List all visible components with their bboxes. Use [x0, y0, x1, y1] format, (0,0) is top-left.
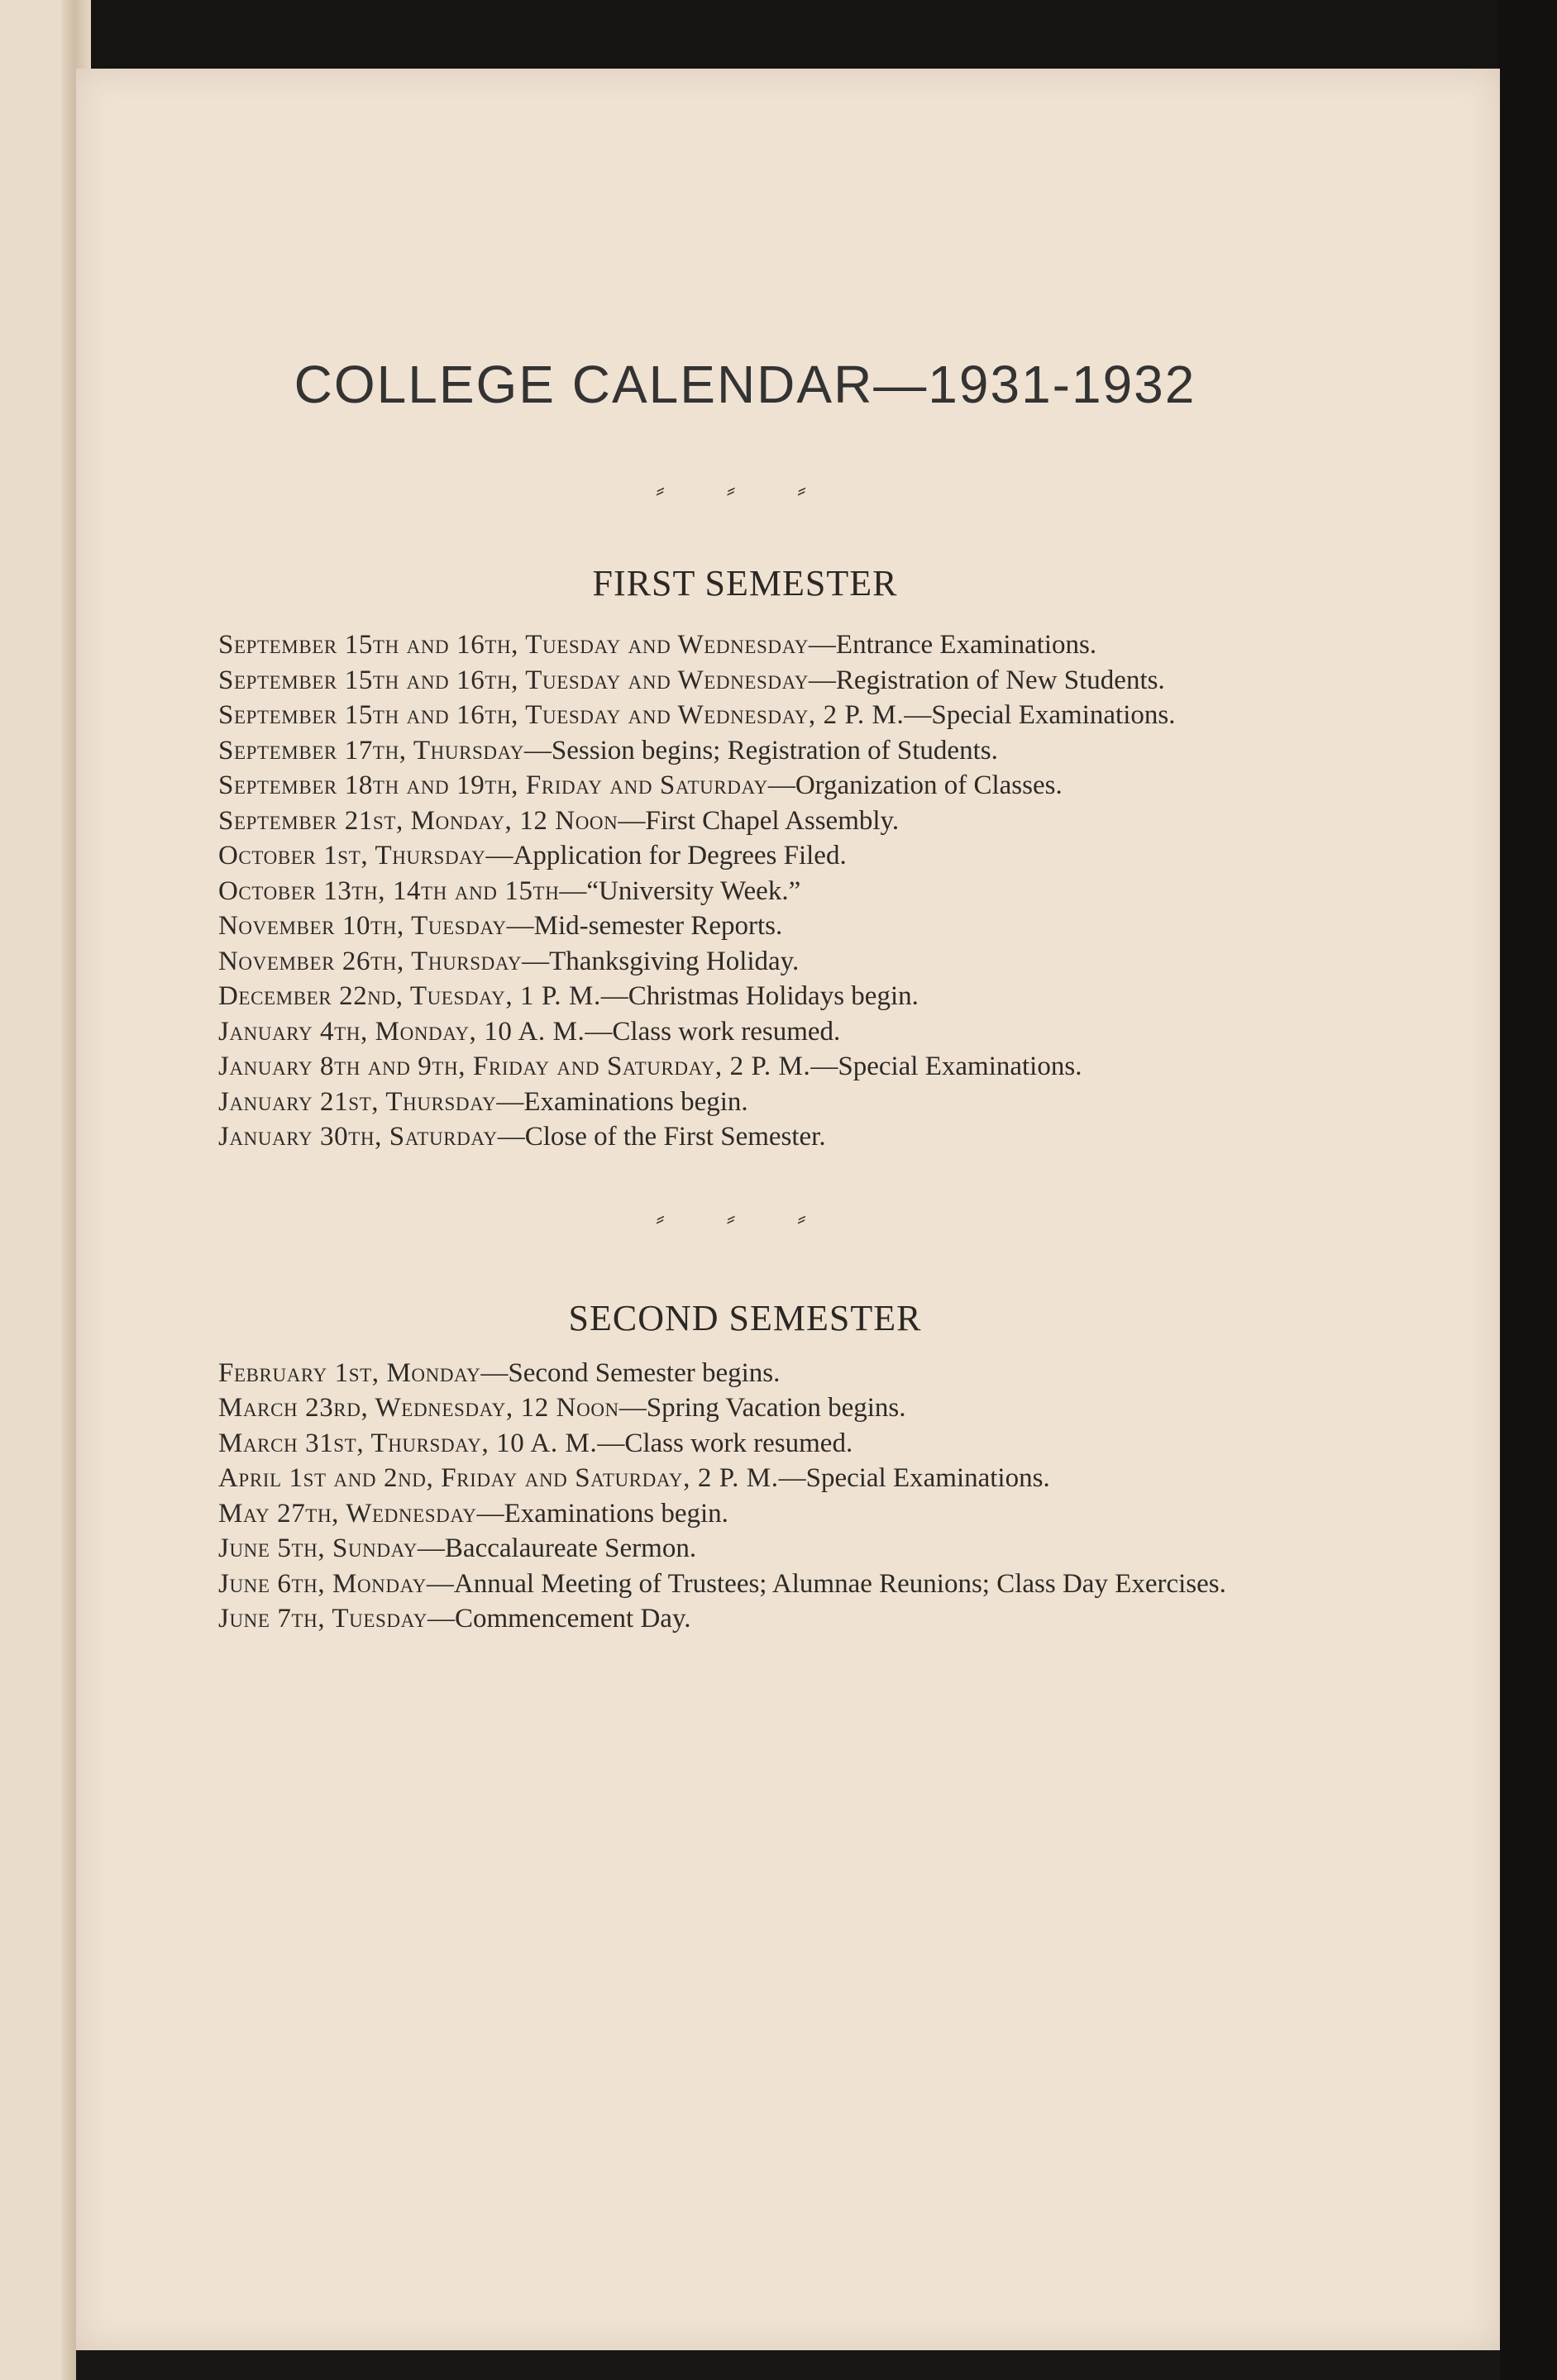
calendar-entry — [218, 698, 1232, 733]
entry-event: —Session begins; Registration of Students. — [523, 735, 998, 766]
calendar-entry — [218, 1531, 1232, 1567]
second-semester-heading: SECOND SEMESTER — [568, 1297, 922, 1338]
entry-event: —Special Examinations. — [778, 1463, 1050, 1494]
calendar-entry — [218, 663, 1232, 699]
entry-event: —Special Examinations. — [810, 1052, 1082, 1082]
entry-event: —Organization of Classes. — [767, 770, 1063, 801]
entry-date: November 26th, Thursday — [218, 946, 523, 976]
ornament-divider: ⸗ ⸗ ⸗ — [656, 1204, 834, 1232]
entry-event: —Examinations begin. — [496, 1086, 748, 1117]
entry-date: January 21st, Thursday — [218, 1086, 497, 1117]
entry-date: March 31st, Thursday, 10 A. M. — [218, 1428, 598, 1458]
entry-date: October 13th, 14th and 15th — [218, 875, 560, 906]
entry-event: —Commencement Day. — [427, 1604, 691, 1634]
entry-date: October 1st, Thursday — [218, 841, 486, 871]
entry-event: —Class work resumed. — [585, 1016, 841, 1047]
calendar-entry — [218, 1390, 1232, 1426]
entry-event: —Class work resumed. — [597, 1428, 853, 1458]
entry-event: —Baccalaureate Sermon. — [417, 1533, 697, 1564]
second-semester-list — [218, 1356, 1232, 1637]
entry-date: March 23rd, Wednesday, 12 Noon — [218, 1393, 619, 1424]
entry-date: December 22nd, Tuesday, 1 P. M. — [218, 981, 601, 1012]
calendar-entry — [218, 1049, 1232, 1085]
calendar-entry — [218, 768, 1232, 804]
entry-date: April 1st and 2nd, Friday and Saturday, 2 P. M. — [218, 1463, 779, 1494]
calendar-entry — [218, 1601, 1232, 1637]
entry-date: June 5th, Sunday — [218, 1533, 418, 1564]
scan-background-bottom — [76, 2350, 1500, 2380]
calendar-entry — [218, 733, 1232, 769]
entry-date: January 8th and 9th, Friday and Saturday, 2 P. M. — [218, 1052, 811, 1082]
calendar-entry — [218, 944, 1232, 980]
entry-date: September 17th, Thursday — [218, 735, 524, 766]
entry-date: September 18th and 19th, Friday and Saturday — [218, 770, 768, 801]
entry-event: —Second Semester begins. — [480, 1357, 781, 1388]
entry-date: May 27th, Wednesday — [218, 1498, 477, 1529]
calendar-entry — [218, 804, 1232, 839]
entry-date: January 4th, Monday, 10 A. M. — [218, 1016, 585, 1047]
calendar-content — [218, 355, 1232, 1637]
first-semester-list — [218, 627, 1232, 1155]
calendar-entry — [218, 979, 1232, 1014]
entry-event: —Special Examinations. — [904, 700, 1176, 731]
calendar-entry — [218, 1496, 1232, 1532]
page-title: COLLEGE CALENDAR—1931-1932 — [294, 355, 1196, 414]
calendar-entry — [218, 1014, 1232, 1050]
calendar-entry — [218, 1356, 1232, 1391]
calendar-entry — [218, 1085, 1232, 1120]
calendar-entry — [218, 627, 1232, 663]
entry-date: September 21st, Monday, 12 Noon — [218, 805, 619, 836]
entry-date: June 6th, Monday — [218, 1568, 427, 1599]
calendar-entry — [218, 838, 1232, 874]
entry-date: June 7th, Tuesday — [218, 1604, 427, 1634]
calendar-entry — [218, 1426, 1232, 1462]
entry-date: November 10th, Tuesday — [218, 911, 507, 942]
ornament-divider: ⸗ ⸗ ⸗ — [656, 476, 834, 504]
entry-date: September 15th and 16th, Tuesday and Wednesday — [218, 665, 809, 695]
entry-event: —Annual Meeting of Trustees; Alumnae Reunions; Class Day Exercises. — [426, 1568, 1226, 1599]
entry-event: —Examinations begin. — [476, 1498, 728, 1529]
entry-event: —Entrance Examinations. — [808, 630, 1097, 661]
calendar-entry — [218, 1567, 1232, 1602]
scan-background-right — [1498, 0, 1557, 2380]
calendar-entry — [218, 909, 1232, 944]
entry-date: February 1st, Monday — [218, 1357, 481, 1388]
calendar-entry — [218, 874, 1232, 909]
entry-event: —“University Week.” — [559, 875, 801, 906]
first-semester-heading: FIRST SEMESTER — [592, 563, 898, 604]
entry-event: —Close of the First Semester. — [497, 1122, 826, 1152]
calendar-entry — [218, 1461, 1232, 1496]
entry-event: —Christmas Holidays begin. — [600, 981, 919, 1012]
entry-event: —Mid-semester Reports. — [506, 911, 783, 942]
entry-date: January 30th, Saturday — [218, 1122, 498, 1152]
entry-event: —Spring Vacation begins. — [619, 1393, 906, 1424]
entry-event: —Thanksgiving Holiday. — [522, 946, 800, 976]
entry-event: —Application for Degrees Filed. — [485, 841, 847, 871]
calendar-entry — [218, 1119, 1232, 1155]
entry-event: —Registration of New Students. — [808, 665, 1165, 695]
entry-date: September 15th and 16th, Tuesday and Wednesday — [218, 630, 809, 661]
entry-date: September 15th and 16th, Tuesday and Wednesday, 2 P. M. — [218, 700, 905, 731]
entry-event: —First Chapel Assembly. — [618, 805, 900, 836]
